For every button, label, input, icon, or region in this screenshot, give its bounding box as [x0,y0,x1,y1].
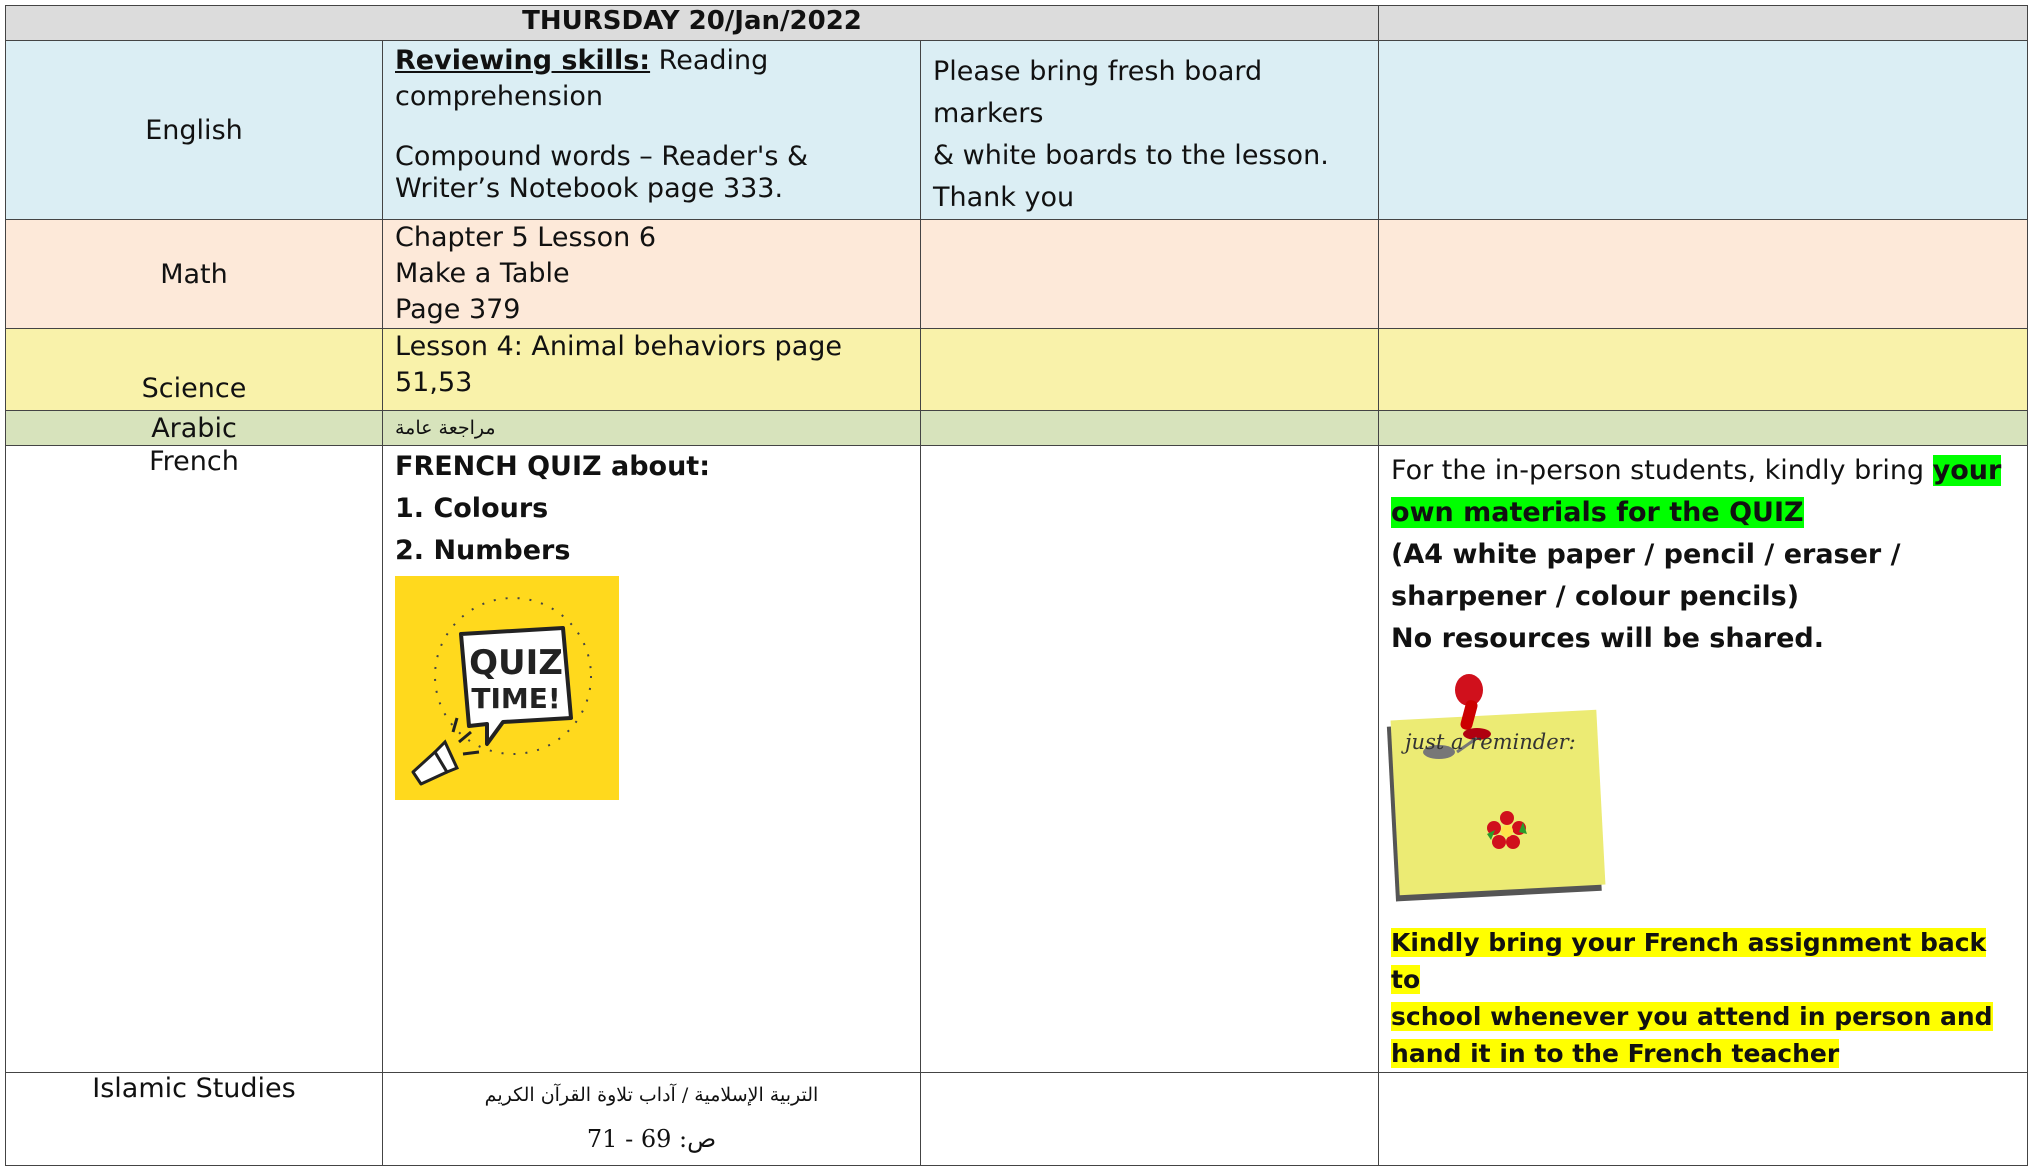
math-row [6,220,2028,329]
subject-arabic: Arabic [6,411,383,446]
french-materials-line-1: (A4 white paper / pencil / eraser / [1391,539,1901,570]
french-note-cell [921,446,1379,1073]
header-row [6,6,2028,41]
arabic-lesson: مراجعة عامة [395,417,496,439]
french-materials-line-2: sharpener / colour pencils) [1391,581,1800,612]
quiz-image-text-2: TIME! [471,682,561,715]
math-empty-cell [1379,220,2028,329]
english-note-cell [921,41,1379,220]
islamic-lesson-line-1: التربية الإسلامية / آداب تلاوة القرآن الكريم [484,1084,819,1106]
subject-english: English [6,41,383,220]
compound-words-text: Compound words – Reader's & Writer’s Notebook page 333. [395,141,809,204]
subject-science: Science [6,329,383,411]
math-lesson-cell [383,220,921,329]
science-row [6,329,2028,411]
french-quiz-title: FRENCH QUIZ about: [395,451,711,482]
arabic-empty-cell [1379,411,2028,446]
english-row [6,41,2028,220]
english-empty-cell [1379,41,2028,220]
arabic-note-cell [921,411,1379,446]
arabic-lesson-cell [383,411,921,446]
sticky-note-image [1391,670,1621,910]
reviewing-skills-text: Reading comprehension [395,45,769,112]
math-note-cell [921,220,1379,329]
subject-french: French [6,446,383,1073]
reviewing-skills-label: Reviewing skills: [395,45,651,76]
french-row [6,446,2028,1073]
islamic-lesson-line-2: ص: 69 - 71 [586,1125,717,1153]
english-note-line-2: & white boards to the lesson. [933,140,1329,171]
french-quiz-item-1: 1. Colours [395,493,549,524]
islamic-empty-cell [1379,1073,2028,1166]
subject-islamic-studies: Islamic Studies [6,1073,383,1166]
quiz-time-image [395,576,619,800]
lesson-plan-table [5,5,2028,1166]
science-lesson: Lesson 4: Animal behaviors page 51,53 [383,329,921,411]
pushpin-icon [1391,670,1621,910]
french-reminder-cell [1379,446,2028,1073]
header-empty-cell [1379,6,2028,41]
science-note-cell [921,329,1379,411]
day-title: THURSDAY 20/Jan/2022 [6,6,1379,41]
french-note-highlight-2: own materials for the QUIZ [1391,497,1804,528]
french-assignment-line-1: Kindly bring your French assignment back to [1391,928,1987,994]
math-line-1: Chapter 5 Lesson 6 [395,222,656,253]
french-note-intro: For the in-person students, kindly bring [1391,455,1933,486]
flower-icon [1485,810,1529,850]
english-note-line-3: Thank you [933,182,1075,213]
french-assignment-line-2: school whenever you attend in person and [1391,1002,1993,1031]
islamic-row [6,1073,2028,1166]
science-empty-cell [1379,329,2028,411]
french-resources-line: No resources will be shared. [1391,623,1825,654]
subject-math: Math [6,220,383,329]
english-note-line-1: Please bring fresh board markers [933,56,1263,129]
french-quiz-item-2: 2. Numbers [395,535,571,566]
french-lesson-cell [383,446,921,1073]
math-line-3: Page 379 [395,294,521,325]
arabic-row [6,411,2028,446]
english-lesson-cell [383,41,921,220]
math-line-2: Make a Table [395,258,570,289]
quiz-image-text-1: QUIZ [469,643,563,683]
reminder-note-text: just a reminder: [1405,730,1576,754]
french-note-highlight-1: your [1932,455,2002,486]
french-assignment-line-3: hand it in to the French teacher [1391,1039,1840,1068]
islamic-lesson-cell [383,1073,921,1166]
islamic-note-cell [921,1073,1379,1166]
